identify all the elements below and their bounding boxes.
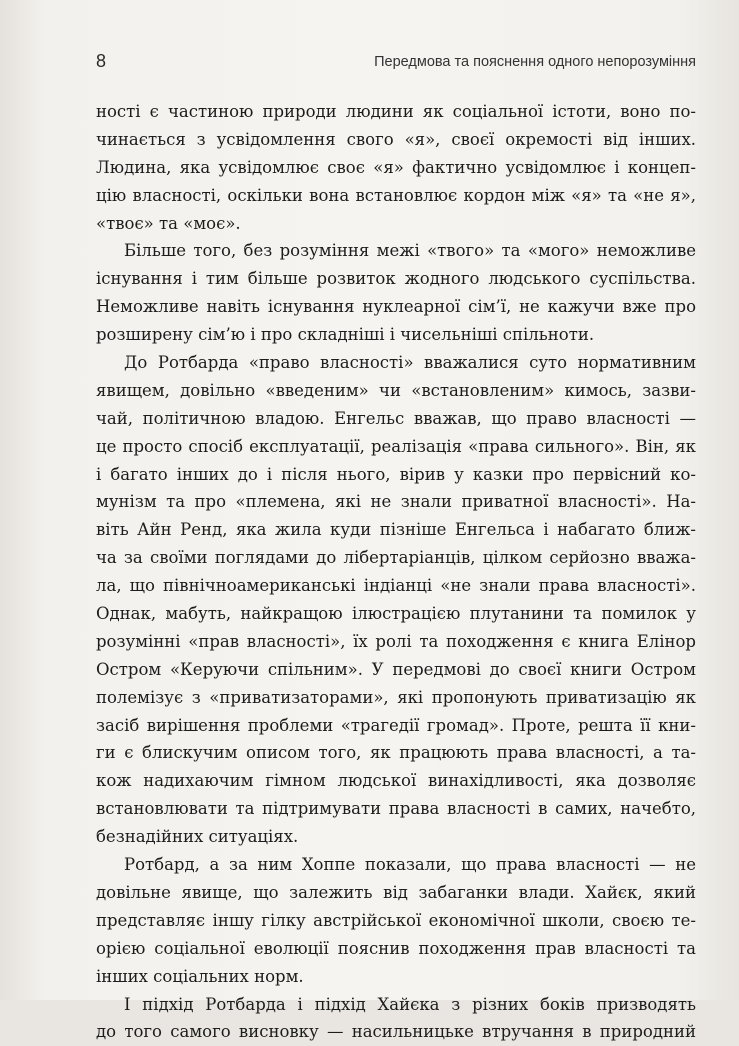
body-text: [96, 98, 696, 1046]
text-line: засіб вирішення проблеми «трагедії громад». Проте, решта її кни-: [96, 712, 696, 740]
text-line: Ротбард, а за ним Хоппе показали, що права власності — не: [96, 851, 696, 879]
text-line: безнадійних ситуаціях.: [96, 823, 696, 851]
text-line: ла, що північноамериканські індіанці «не знали права власності».: [96, 572, 696, 600]
text-line: полемізує з «приватизаторами», які пропонують приватизацію як: [96, 684, 696, 712]
text-line: чай, політичною владою. Енгельс вважав, що право власності —: [96, 405, 696, 433]
text-line: орією соціальної еволюції пояснив походження прав власності та: [96, 935, 696, 963]
text-line: це просто спосіб експлуатації, реалізація «права сильного». Він, як: [96, 433, 696, 461]
text-line: існування і тим більше розвиток жодного людського суспільства.: [96, 265, 696, 293]
text-line: мунізм та про «племена, які не знали приватної власності». На-: [96, 488, 696, 516]
text-line: розумінні «прав власності», їх ролі та походження є книга Елінор: [96, 628, 696, 656]
paragraph: [96, 991, 696, 1046]
text-line: «твоє» та «моє».: [96, 210, 696, 238]
paragraph: [96, 851, 696, 990]
text-line: І підхід Ротбарда і підхід Хайєка з різних боків призводять: [96, 991, 696, 1019]
text-line: встановлювати та підтримувати права власності в самих, начебто,: [96, 795, 696, 823]
text-line: довільне явище, що залежить від забаганки влади. Хайєк, який: [96, 879, 696, 907]
text-line: до того самого висновку — насильницьке втручання в природний: [96, 1018, 696, 1046]
text-line: ги є блискучим описом того, як працюють права власності, а та-: [96, 739, 696, 767]
paragraph: [96, 349, 696, 851]
paragraph: [96, 237, 696, 349]
text-line: віть Айн Ренд, яка жила куди пізніше Енгельса і набагато ближ-: [96, 516, 696, 544]
text-line: інших соціальних норм.: [96, 963, 696, 991]
paragraph: [96, 98, 696, 237]
text-line: Більше того, без розуміння межі «твого» та «мого» неможливе: [96, 237, 696, 265]
text-line: ча за своїми поглядами до лібертаріанців, цілком серйозно вважа-: [96, 544, 696, 572]
text-line: чинається з усвідомлення свого «я», своєї окремості від інших.: [96, 126, 696, 154]
text-line: Однак, мабуть, найкращою ілюстрацією плутанини та помилок у: [96, 600, 696, 628]
text-line: До Ротбарда «право власності» вважалися суто нормативним: [96, 349, 696, 377]
text-line: ності є частиною природи людини як соціальної істоти, воно по-: [96, 98, 696, 126]
text-line: представляє іншу гілку австрійської економічної школи, своєю те-: [96, 907, 696, 935]
running-header: [96, 50, 696, 74]
page-number: 8: [96, 50, 106, 72]
text-line: явищем, довільно «введеним» чи «встановленим» кимось, зазви-: [96, 377, 696, 405]
text-line: Остром «Керуючи спільним». У передмові до своєї книги Остром: [96, 656, 696, 684]
text-line: і багато інших до і після нього, вірив у казки про первісний ко-: [96, 461, 696, 489]
text-line: кож надихаючим гімном людської винахідливості, яка дозволяє: [96, 767, 696, 795]
text-line: Неможливе навіть існування нуклеарної сім’ї, не кажучи вже про: [96, 293, 696, 321]
text-line: розширену сім’ю і про складніші і чисельніші спільноти.: [96, 321, 696, 349]
text-line: Людина, яка усвідомлює своє «я» фактично усвідомлює і концеп-: [96, 154, 696, 182]
text-line: цію власності, оскільки вона встановлює кордон між «я» та «не я»,: [96, 182, 696, 210]
running-header-title: Передмова та пояснення одного непорозуміння: [374, 52, 696, 72]
